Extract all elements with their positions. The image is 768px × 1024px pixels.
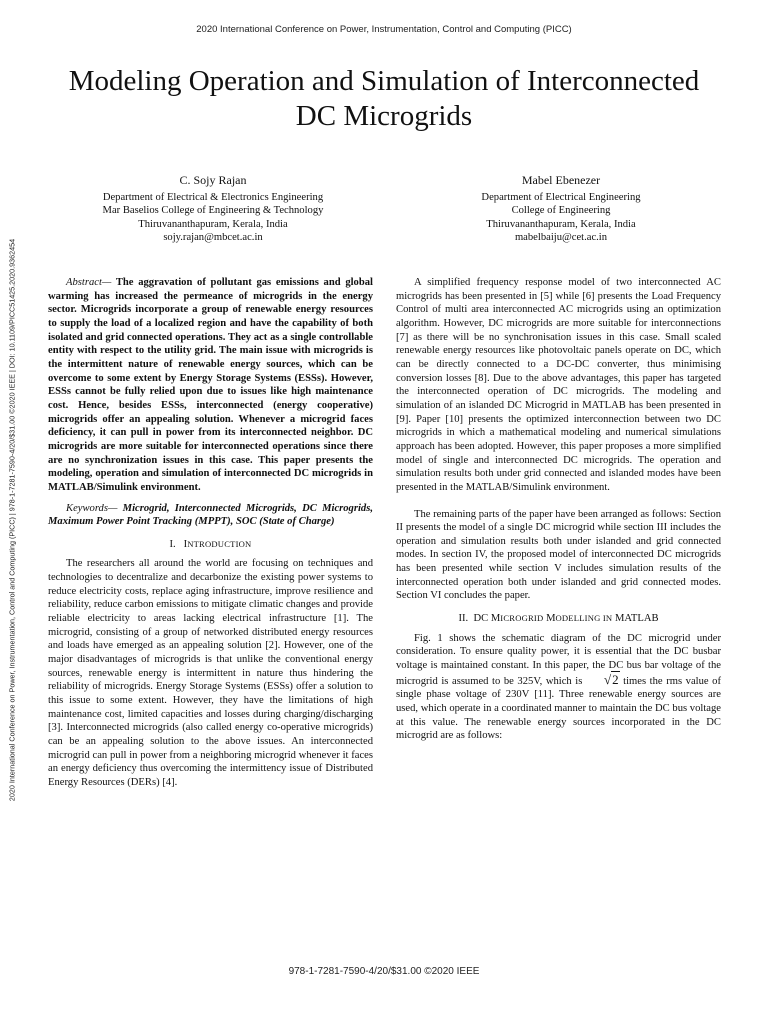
- author-dept: Department of Electrical Engineering: [481, 192, 641, 204]
- author-block-1: [48, 174, 378, 244]
- left-column: [48, 276, 373, 790]
- sec2-paragraph: Fig. 1 shows the schematic diagram of the DC microgrid under consideration. To ensure quality power, it is essential that the DC busbar voltage is maintained constant. In this paper, the DC bus bar voltage of the microgrid is assumed to be 325V, which is √2 times the rms value of single phase voltage of 230V [11]. Three renewable energy sources are used, which operate in a coordinated manner to maintain the DC bus voltage at this value. The renewable energy sources incorporated in the DC microgrid are as follows:: [396, 632, 721, 742]
- abstract: [48, 276, 373, 495]
- author-org: College of Engineering: [511, 205, 611, 217]
- right-paragraph-2: The remaining parts of the paper have been arranged as follows: Section II presents the model of a single DC microgrid while section III includes the operation and simulation results both under islanded and grid connected modes. In section IV, the proposed model of interconnected DC microgrids has been presented while section V includes simulation results of the interconnected operation both under islanded and grid connected modes. Section VI concludes the paper.: [396, 508, 721, 602]
- keywords-label: Keywords—: [66, 502, 118, 514]
- keywords-text: Microgrid, Interconnected Microgrids, DC Microgrids, Maximum Power Point Tracking (MPPT), SOC (State of Charge): [48, 502, 373, 528]
- author-block-2: [396, 174, 726, 244]
- author-city: Thiruvananthapuram, Kerala, India: [486, 218, 636, 230]
- right-column: [396, 276, 721, 743]
- keywords: [48, 502, 373, 529]
- author-dept: Department of Electrical & Electronics Engineering: [102, 192, 324, 204]
- author-name: C. Sojy Rajan: [179, 173, 247, 187]
- title-line-1: Modeling Operation and Simulation of Interconnected: [68, 65, 700, 97]
- abstract-text: The aggravation of pollutant gas emissions and global warming has increased the permeance of microgrids in the energy sector. Microgrids incorporate a group of renewable energy resources to supply the load of a localized region and have the capability of both isolated and grid connected operations. They act as a single controllable entity with respect to the utility grid. The main issue with microgrids is the intermittent nature of renewable energy sources, which can be overcome to some extent by Energy Storage Systems (ESSs). However, ESSs cannot be fully relied upon due to issues like high maintenance cost. Hence, besides ESSs, interconnected (energy cooperative) microgrids offer an appealing solution. Whenever a microgrid faces deficiency, it can pull in power from its interconnected neighbor. DC microgrids are more suitable for interconnected operations since there are no synchronization issues in this case. This paper presents the modeling, operation and simulation of interconnected DC microgrids in MATLAB/Simulink environment.: [48, 277, 373, 493]
- author-email[interactable]: sojy.rajan@mbcet.ac.in: [163, 231, 263, 243]
- page-footer: 978-1-7281-7590-4/20/$31.00 ©2020 IEEE: [288, 966, 480, 977]
- paper-title: [40, 64, 728, 134]
- author-name: Mabel Ebenezer: [521, 173, 601, 187]
- side-doi-strip: [2, 164, 22, 876]
- side-doi-text: 2020 International Conference on Power, Instrumentation, Control and Computing (PICC) | 978-1-7281-7590-4/20/$31.00 ©2020 IEEE | DOI: 10.1109/PICC51425.2020.9362454: [7, 238, 17, 802]
- abstract-label: Abstract—: [66, 277, 112, 288]
- conference-header: 2020 International Conference on Power, Instrumentation, Control and Computing (PICC): [196, 24, 572, 35]
- section-heading-introduction: I. INTRODUCTION: [169, 538, 252, 550]
- section-heading-modelling: II. DC MICROGRID MODELLING IN MATLAB: [458, 613, 659, 625]
- author-org: Mar Baselios College of Engineering & Technology: [102, 205, 324, 217]
- intro-paragraph: The researchers all around the world are focusing on techniques and technologies to decentralize and decarbonize the existing power systems to reduce electricity costs, replace aging infrastructure, improve resilience and reliability, reduce carbon emissions to mitigate climatic changes and provide reliable electricity to areas lacking electrical infrastructure [1]. The microgrid, consisting of a group of networked distributed energy resources and loads have emerged as an appealing solution [2]. However, one of the major disadvantages of microgrids is that unlike the conventional energy sources, renewable energy is intermittent in nature thus hindering the reliability of microgrids. Energy Storage Systems (ESSs) offer a solution to this issue to some extent. However, they have the limitations of high maintenance cost, limited capacities and losses during charging/discharging [3]. Interconnected microgrids (also called energy co-operative microgrids) can be an appealing solution to the above issues. An interconnected microgrid can pull in power from a neighboring microgrid whenever it faces an energy deficiency thus overcoming the intermittency issue of Distributed Energy Resources (DERs) [4].: [48, 558, 373, 788]
- sqrt-expression: √2: [603, 671, 619, 687]
- title-line-2: DC Microgrids: [295, 100, 473, 132]
- author-email[interactable]: mabelbaiju@cet.ac.in: [514, 231, 608, 243]
- right-paragraph-1: A simplified frequency response model of two interconnected AC microgrids has been presented in [5] while [6] presents the Load Frequency Control of multi area interconnected AC microgrids using an optimization algorithm. However, DC microgrids are more suitable for interconnections [7] as there will be no synchronisation issues in this case. Small scaled renewable energy resources like photovoltaic panels operate on DC, which can be directly connected to a DC-DC converter, thus minimising conversion losses [8]. Due to the above advantages, this paper has targeted the interconnected operation of DC microgrids. The modeling and simulation of an islanded DC Microgrid in MATLAB has been presented in [9]. Paper [10] presents the optimized interconnection between two DC microgrids in which a mathematical modeling and numerical simulations approach has been adopted. However, this paper proposes a more simplified model of single and interconnected DC microgrids. The operation and simulation results both under grid connected and islanded modes have been presented in the MATLAB/Simulink environment.: [396, 277, 721, 493]
- author-city: Thiruvananthapuram, Kerala, India: [138, 218, 288, 230]
